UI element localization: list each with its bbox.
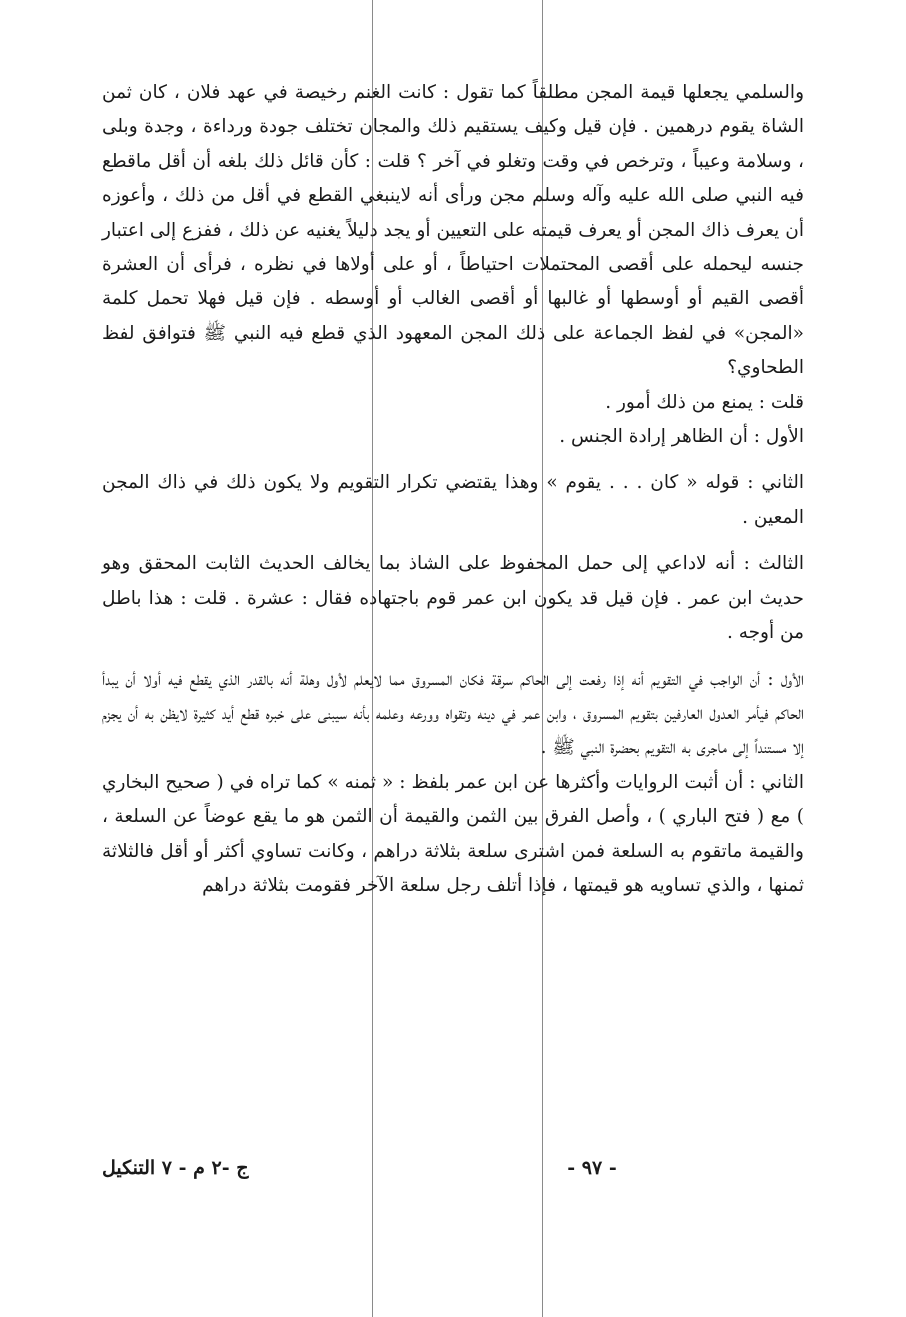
printer-signature: ج -٢ م - ٧ التنكيل <box>102 1157 249 1179</box>
paragraph: الأول : أن الواجب في التقويم أنه إذا رفعت إلى الحاكم سرقة فكان المسروق مما لايعلم لأول وهلة أنه بالقدر الذي يقطع فيه أولا أن يبدأ الحاكم فيأمر العدول العارفين بتقويم المسروق ، وابن عمر في دينه وتقواه وورعه وعلمه بأنه سيبنى على خبره قطع أيد كثيرة لايظن به أن يجزم إلا مستنداً إلى ماجرى به التقويم بحضرة النبي ﷺ . <box>102 668 804 759</box>
paragraph: الأول : أن الظاهر إرادة الجنس . <box>559 426 804 448</box>
page-footer <box>102 1157 804 1191</box>
body-text <box>102 76 804 903</box>
page-number: - ٩٧ - <box>567 1157 617 1179</box>
paragraph: الثاني : قوله « كان . . . يقوم » وهذا يقتضي تكرار التقويم ولا يكون ذلك في ذاك المجن المعين . <box>102 472 804 528</box>
paragraph: الثاني : أن أثبت الروايات وأكثرها عن ابن عمر بلفظ : « ثمنه » كما تراه في ( صحيح البخاري ) مع ( فتح الباري ) ، وأصل الفرق بين الثمن والقيمة أن الثمن هو ما يقع عوضاً عن السلعة ، والقيمة ماتقوم به السلعة فمن اشترى سلعة بثلاثة دراهم ، وكانت تساوي أكثر أو أقل فالثلاثة ثمنها ، والذي تساويه هو قيمتها ، فإذا أتلف رجل سلعة الآخر فقومت بثلاثة دراهم <box>102 771 804 896</box>
paragraph: قلت : يمنع من ذلك أمور . <box>605 391 804 413</box>
paragraph: والسلمي يجعلها قيمة المجن مطلقاً كما تقول : كانت الغنم رخيصة في عهد فلان ، كان ثمن الشاة يقوم درهمين . فإن قيل وكيف يستقيم ذلك والمجان تختلف جودة ورداءة ، وجدة وبلى ، وسلامة وعيباً ، وترخص في وقت وتغلو في آخر ؟ قلت : كأن قائل ذلك بلغه أن أقل ماقطع فيه النبي صلى الله عليه وآله وسلم مجن ورأى أنه لاينبغي القطع في أقل من ذلك ، وأعوزه أن يعرف ذاك المجن أو يعرف قيمته على التعيين أو يجد دليلاً يغنيه عن ذلك ، ففزع إلى اعتبار جنسه ليحمله على أقصى المحتملات احتياطاً ، أو على أولاها في نظره ، فرأى أن العشرة أقصى القيم أو أوسطها أو غالبها أو أقصى الغالب أو أوسطه . فإن قيل فهلا تحمل كلمة «المجن» في لفظ الجماعة على ذلك المجن المعهود الذي قطع فيه النبي ﷺ فتوافق لفظ الطحاوي؟ <box>102 82 804 379</box>
paragraph: الثالث : أنه لاداعي إلى حمل المحفوظ على الشاذ بما يخالف الحديث الثابت المحقق وهو حديث ابن عمر . فإن قيل قد يكون ابن عمر قوم باجتهاده فقال : عشرة . قلت : هذا باطل من أوجه . <box>102 553 804 644</box>
